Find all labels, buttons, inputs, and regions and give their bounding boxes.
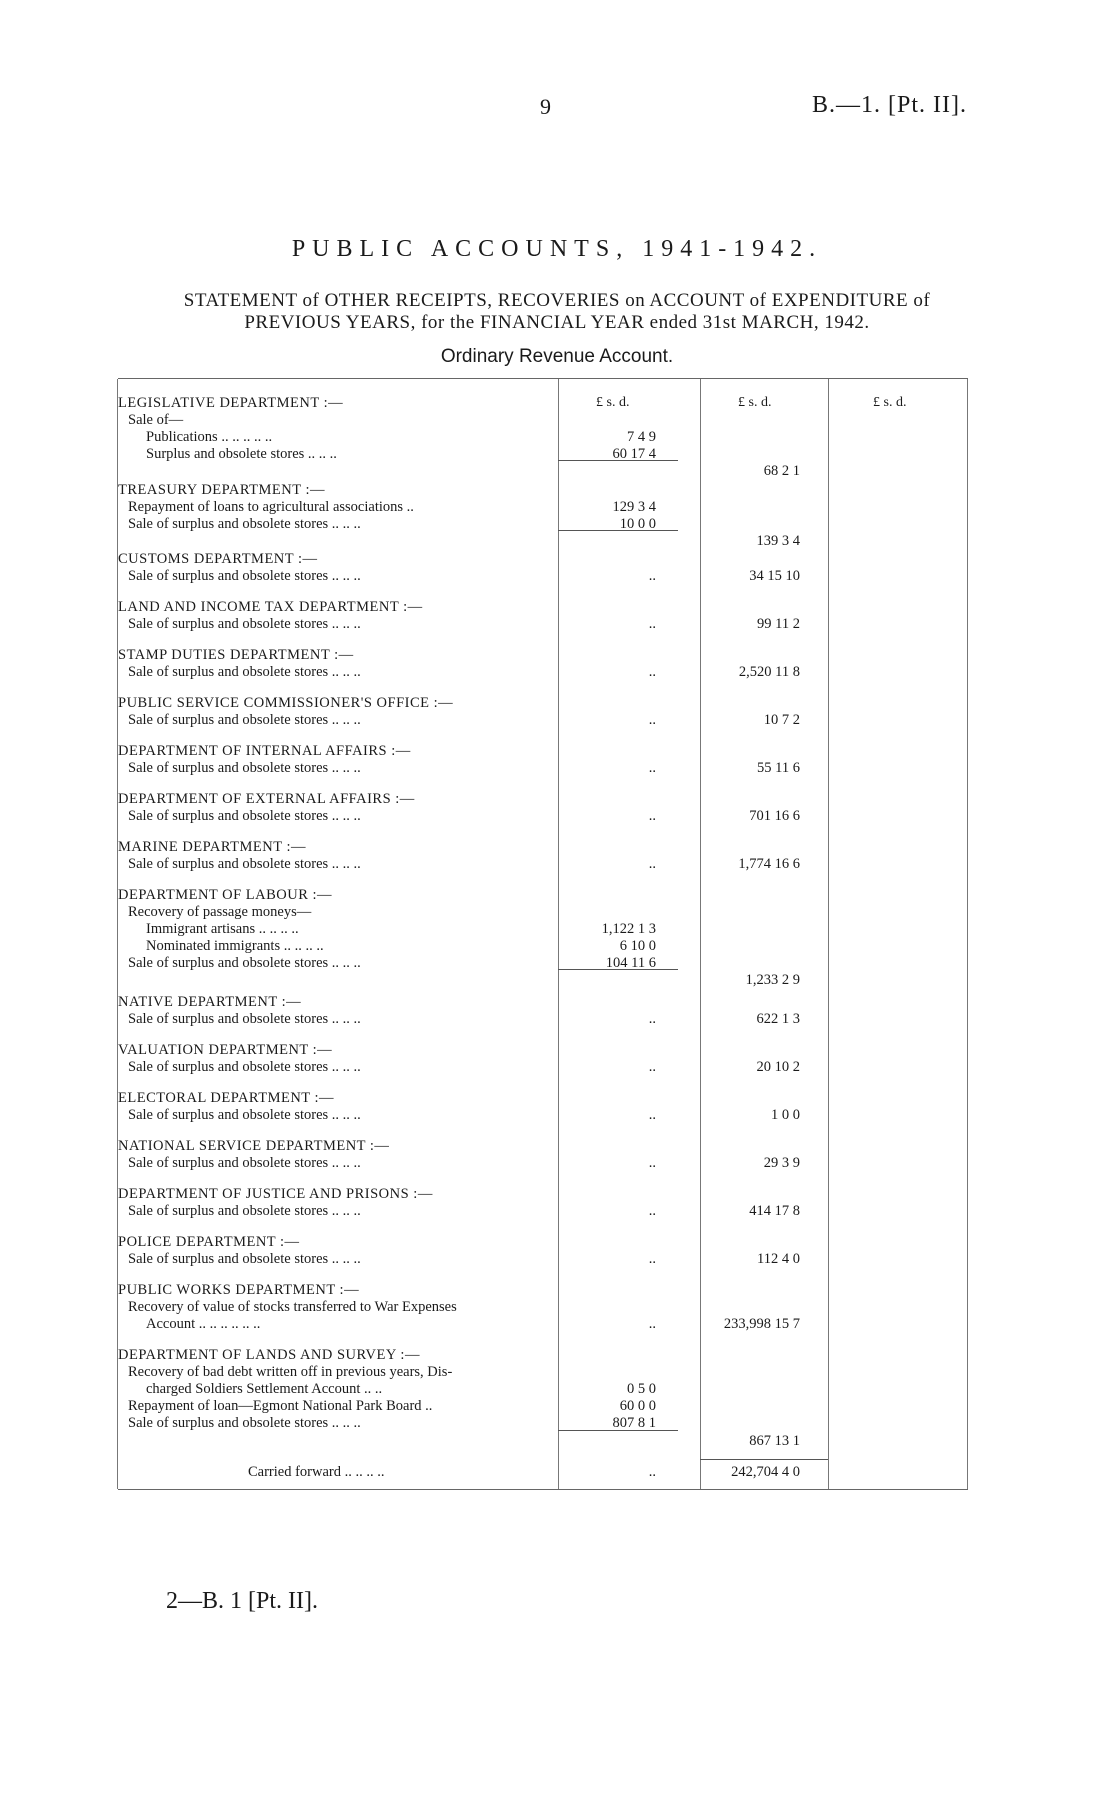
amount-column-2: 139 3 4	[756, 533, 800, 549]
amount-column-1: 60 0 0	[619, 1398, 656, 1414]
amount-column-1: 129 3 4	[612, 499, 656, 515]
amount-column-2: 1 0 0	[771, 1107, 800, 1123]
line-item: Account .. .. .. .. .. ..	[146, 1316, 261, 1332]
amount-column-1: ..	[648, 1107, 656, 1123]
department-heading: DEPARTMENT OF LANDS AND SURVEY :—	[118, 1347, 420, 1363]
line-item: Sale of surplus and obsolete stores .. .. ..	[128, 568, 361, 584]
amount-column-1: ..	[648, 1011, 656, 1027]
line-item: Sale of surplus and obsolete stores .. .. ..	[128, 955, 361, 971]
department-heading: CUSTOMS DEPARTMENT :—	[118, 551, 318, 567]
amount-column-1: 1,122 1 3	[601, 921, 656, 937]
department-heading: VALUATION DEPARTMENT :—	[118, 1042, 333, 1058]
line-item: Sale of—	[128, 412, 184, 428]
amount-column-2: 414 17 8	[749, 1203, 800, 1219]
department-heading: ELECTORAL DEPARTMENT :—	[118, 1090, 335, 1106]
line-item: Sale of surplus and obsolete stores .. .. ..	[128, 1059, 361, 1075]
subtotal-rule	[558, 969, 678, 970]
amount-column-1: ..	[648, 1059, 656, 1075]
department-heading: PUBLIC SERVICE COMMISSIONER'S OFFICE :—	[118, 695, 454, 711]
amount-column-2: 701 16 6	[749, 808, 800, 824]
department-heading: MARINE DEPARTMENT :—	[118, 839, 306, 855]
line-item: Carried forward .. .. .. ..	[248, 1464, 385, 1480]
line-item: Sale of surplus and obsolete stores .. .. ..	[128, 760, 361, 776]
department-heading: NATIONAL SERVICE DEPARTMENT :—	[118, 1138, 390, 1154]
amount-column-2: 55 11 6	[757, 760, 800, 776]
department-heading: STAMP DUTIES DEPARTMENT :—	[118, 647, 354, 663]
page-title: PUBLIC ACCOUNTS, 1941-1942.	[291, 236, 823, 262]
table-border-right	[967, 379, 968, 1489]
column-header-3: £ s. d.	[873, 395, 907, 410]
department-heading: LAND AND INCOME TAX DEPARTMENT :—	[118, 599, 423, 615]
amount-column-2: 112 4 0	[757, 1251, 800, 1267]
column-header-2: £ s. d.	[738, 395, 772, 410]
amount-column-1: 7 4 9	[627, 429, 656, 445]
department-heading: POLICE DEPARTMENT :—	[118, 1234, 300, 1250]
line-item: Recovery of passage moneys—	[128, 904, 312, 920]
amount-column-2: 1,774 16 6	[738, 856, 800, 872]
line-item: Sale of surplus and obsolete stores .. .. ..	[128, 1415, 361, 1431]
line-item: Sale of surplus and obsolete stores .. .. ..	[128, 516, 361, 532]
amount-column-1: ..	[648, 1251, 656, 1267]
department-heading: DEPARTMENT OF INTERNAL AFFAIRS :—	[118, 743, 411, 759]
department-heading: TREASURY DEPARTMENT :—	[118, 482, 325, 498]
amount-column-2: 2,520 11 8	[738, 664, 800, 680]
line-item: Recovery of bad debt written off in previous years, Dis-	[128, 1364, 453, 1380]
column-header-1: £ s. d.	[596, 395, 630, 410]
table-border-left	[117, 379, 118, 1489]
line-item: Sale of surplus and obsolete stores .. .. ..	[128, 856, 361, 872]
footer-mark: 2—B. 1 [Pt. II].	[166, 1588, 318, 1614]
amount-column-1: 0 5 0	[627, 1381, 656, 1397]
line-item: Nominated immigrants .. .. .. ..	[146, 938, 324, 954]
amount-column-1: ..	[648, 1203, 656, 1219]
line-item: Immigrant artisans .. .. .. ..	[146, 921, 299, 937]
amount-column-1: ..	[648, 568, 656, 584]
statement-subtitle-line-2: PREVIOUS YEARS, for the FINANCIAL YEAR ended 31st MARCH, 1942.	[244, 312, 870, 333]
subtotal-rule	[558, 460, 678, 461]
line-item: Recovery of value of stocks transferred to War Expenses	[128, 1299, 457, 1315]
amount-column-1: ..	[648, 664, 656, 680]
amount-column-1: ..	[648, 616, 656, 632]
department-heading: LEGISLATIVE DEPARTMENT :—	[118, 395, 344, 411]
line-item: Sale of surplus and obsolete stores .. .. ..	[128, 1107, 361, 1123]
amount-column-2: 34 15 10	[749, 568, 800, 584]
line-item: Sale of surplus and obsolete stores .. .. ..	[128, 712, 361, 728]
department-heading: DEPARTMENT OF LABOUR :—	[118, 887, 333, 903]
amount-column-1: ..	[648, 1155, 656, 1171]
column-divider-3	[828, 379, 829, 1489]
amount-column-1: ..	[648, 760, 656, 776]
amount-column-2: 29 3 9	[763, 1155, 800, 1171]
accounts-table	[118, 378, 968, 1490]
line-item: Sale of surplus and obsolete stores .. .. ..	[128, 1203, 361, 1219]
line-item: Sale of surplus and obsolete stores .. .. ..	[128, 1155, 361, 1171]
line-item: charged Soldiers Settlement Account .. ..	[146, 1381, 383, 1397]
amount-column-2: 242,704 4 0	[731, 1464, 800, 1480]
statement-subtitle-line-1: STATEMENT of OTHER RECEIPTS, RECOVERIES on ACCOUNT of EXPENDITURE of	[183, 290, 931, 311]
amount-column-1: ..	[648, 1464, 656, 1480]
document-reference: B.—1. [Pt. II].	[812, 92, 967, 118]
department-heading: DEPARTMENT OF JUSTICE AND PRISONS :—	[118, 1186, 433, 1202]
amount-column-1: 60 17 4	[612, 446, 656, 462]
line-item: Publications .. .. .. .. ..	[146, 429, 273, 445]
amount-column-1: 10 0 0	[619, 516, 656, 532]
amount-column-2: 68 2 1	[763, 463, 800, 479]
amount-column-2: 622 1 3	[756, 1011, 800, 1027]
carried-forward-rule	[700, 1459, 828, 1460]
section-title: Ordinary Revenue Account.	[440, 346, 674, 367]
subtotal-rule	[558, 530, 678, 531]
line-item: Sale of surplus and obsolete stores .. .. ..	[128, 664, 361, 680]
line-item: Sale of surplus and obsolete stores .. .. ..	[128, 616, 361, 632]
line-item: Sale of surplus and obsolete stores .. .. ..	[128, 808, 361, 824]
amount-column-2: 1,233 2 9	[745, 972, 800, 988]
line-item: Sale of surplus and obsolete stores .. .. ..	[128, 1011, 361, 1027]
amount-column-1: ..	[648, 1316, 656, 1332]
department-heading: NATIVE DEPARTMENT :—	[118, 994, 302, 1010]
amount-column-1: ..	[648, 808, 656, 824]
line-item: Surplus and obsolete stores .. .. ..	[146, 446, 337, 462]
amount-column-2: 20 10 2	[756, 1059, 800, 1075]
amount-column-2: 10 7 2	[763, 712, 800, 728]
line-item: Repayment of loan—Egmont National Park Board ..	[128, 1398, 433, 1414]
amount-column-2: 99 11 2	[757, 616, 800, 632]
amount-column-2: 233,998 15 7	[723, 1316, 800, 1332]
amount-column-1: 104 11 6	[605, 955, 656, 971]
department-heading: PUBLIC WORKS DEPARTMENT :—	[118, 1282, 360, 1298]
line-item: Sale of surplus and obsolete stores .. .. ..	[128, 1251, 361, 1267]
amount-column-1: 807 8 1	[612, 1415, 656, 1431]
amount-column-1: 6 10 0	[619, 938, 656, 954]
page-number: 9	[540, 94, 551, 119]
amount-column-1: ..	[648, 856, 656, 872]
amount-column-2: 867 13 1	[749, 1433, 800, 1449]
line-item: Repayment of loans to agricultural associations ..	[128, 499, 414, 515]
department-heading: DEPARTMENT OF EXTERNAL AFFAIRS :—	[118, 791, 415, 807]
subtotal-rule	[558, 1430, 678, 1431]
amount-column-1: ..	[648, 712, 656, 728]
